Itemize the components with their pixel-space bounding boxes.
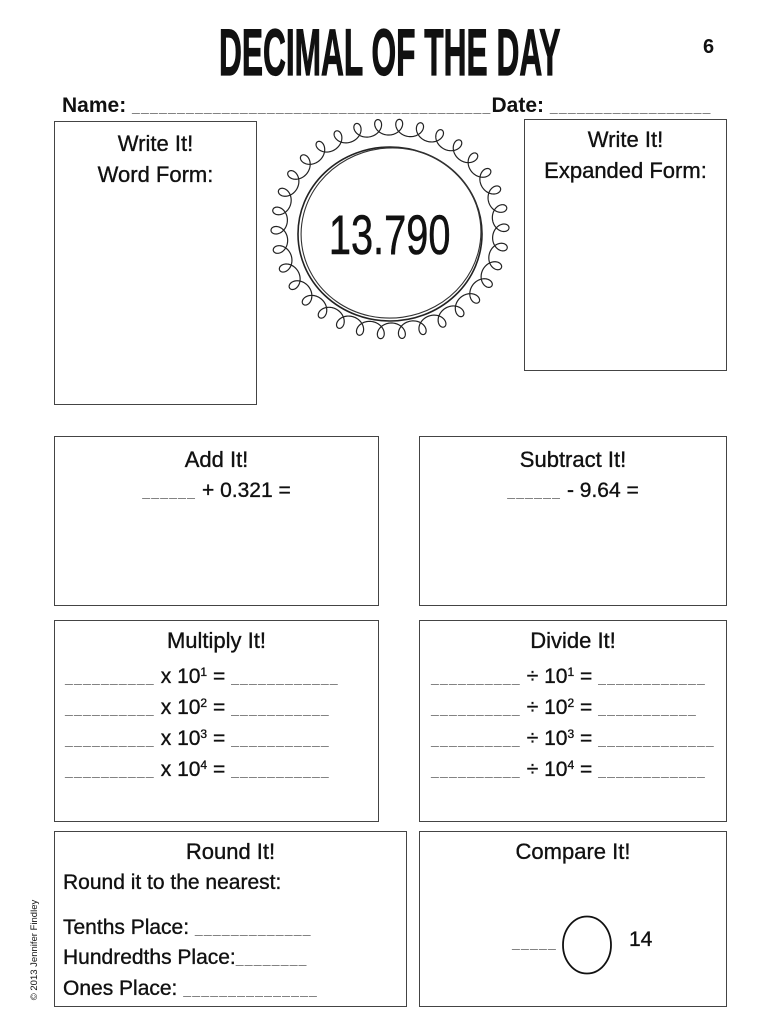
add-heading: Add It! (184, 447, 249, 472)
divide-line-3 (431, 728, 715, 751)
place-blank: _____________ (194, 921, 312, 937)
power-base: 10 (544, 727, 568, 750)
multiply-blank-right: ___________ (231, 763, 330, 779)
equals-sign: = (579, 758, 593, 781)
multiply-blank-right: ___________ (231, 701, 330, 717)
power-of-ten (544, 758, 574, 781)
power-of-ten (544, 696, 574, 719)
power-of-ten (177, 665, 207, 688)
equals-sign: = (212, 727, 226, 750)
date-blank: __________________ (549, 99, 712, 115)
round-box (54, 831, 407, 1007)
comparison-circle (561, 915, 613, 975)
page-number: 6 (703, 36, 715, 58)
divide-blank-left: __________ (431, 763, 521, 779)
subtract-heading: Subtract It! (519, 447, 627, 472)
power-of-ten (177, 758, 207, 781)
subtract-problem (420, 480, 726, 503)
power-of-ten (177, 696, 207, 719)
place-label: Ones Place: (63, 977, 178, 1000)
place-blank: _______________ (183, 982, 319, 998)
round-heading: Round It! (185, 839, 276, 864)
multiply-operator: x (160, 696, 172, 719)
round-tenths-line (63, 917, 312, 940)
power-base: 10 (177, 665, 201, 688)
power-exponent: 4 (200, 758, 208, 772)
power-exponent: 3 (567, 727, 575, 741)
equals-sign: = (212, 758, 226, 781)
multiply-blank-left: __________ (65, 732, 155, 748)
multiply-blank-left: __________ (65, 763, 155, 779)
round-ones-line (63, 978, 318, 1001)
power-exponent: 1 (200, 665, 208, 679)
divide-operator: ÷ (526, 665, 539, 688)
divide-operator: ÷ (526, 727, 539, 750)
equals-sign: = (579, 727, 593, 750)
divide-operator: ÷ (526, 696, 539, 719)
copyright-notice: © 2013 Jennifer Findley (29, 899, 40, 1001)
power-base: 10 (177, 727, 201, 750)
add-box (54, 436, 379, 606)
divide-blank-left: __________ (431, 670, 521, 686)
round-instruction: Round it to the nearest: (63, 871, 282, 894)
expanded-form-label: Expanded Form: (544, 158, 707, 183)
divide-box (419, 620, 727, 822)
compare-blank-text: _____ (512, 935, 557, 951)
multiply-line-4 (65, 759, 330, 782)
multiply-blank-left: __________ (65, 670, 155, 686)
power-exponent: 2 (200, 696, 208, 710)
divide-blank-left: __________ (431, 732, 521, 748)
power-exponent: 3 (200, 727, 208, 741)
worksheet-title (10, 15, 770, 89)
compare-value: 14 (629, 928, 653, 951)
multiply-blank-right: ___________ (231, 732, 330, 748)
divide-line-2 (431, 697, 697, 720)
divide-blank-left: __________ (431, 701, 521, 717)
subtract-expression: - 9.64 = (566, 479, 639, 502)
divide-line-1 (431, 666, 706, 689)
equals-sign: = (579, 696, 593, 719)
compare-heading: Compare It! (515, 839, 631, 864)
multiply-operator: x (160, 665, 172, 688)
comparison-circle-shape (563, 917, 611, 974)
equals-sign: = (579, 665, 593, 688)
round-hundredths-line (63, 947, 308, 970)
expanded-form-heading: Write It! (587, 127, 664, 152)
divide-line-4 (431, 759, 706, 782)
multiply-blank-right: ____________ (231, 670, 339, 686)
multiply-operator: x (160, 727, 172, 750)
power-exponent: 1 (567, 665, 575, 679)
multiply-line-2 (65, 697, 330, 720)
equals-sign: = (212, 696, 226, 719)
title-text: DECIMAL OF THE DAY (219, 15, 561, 89)
power-exponent: 4 (567, 758, 575, 772)
divide-blank-right: _____________ (598, 732, 715, 748)
power-of-ten (544, 727, 574, 750)
featured-number-text: 13.790 (329, 203, 451, 266)
name-blank: ________________________________________ (132, 99, 492, 115)
power-of-ten (177, 727, 207, 750)
name-label: Name: (62, 94, 127, 117)
word-form-label: Word Form: (97, 162, 214, 187)
subtract-box (419, 436, 727, 606)
multiply-line-3 (65, 728, 330, 751)
add-blank: ______ (142, 484, 197, 500)
date-label: Date: (491, 94, 545, 117)
power-base: 10 (544, 758, 568, 781)
power-base: 10 (177, 696, 201, 719)
add-expression: + 0.321 = (202, 479, 291, 502)
divide-blank-right: ____________ (598, 670, 706, 686)
multiply-operator: x (160, 758, 172, 781)
equals-sign: = (212, 665, 226, 688)
place-label: Hundredths Place: (63, 946, 236, 969)
word-form-box (54, 121, 257, 405)
expanded-form-box (524, 119, 727, 371)
power-of-ten (544, 665, 574, 688)
divide-blank-right: ____________ (598, 763, 706, 779)
power-exponent: 2 (567, 696, 575, 710)
decimal-of-the-day (290, 203, 490, 266)
multiply-heading: Multiply It! (166, 628, 267, 653)
subtract-blank: ______ (507, 484, 562, 500)
place-label: Tenths Place: (63, 916, 190, 939)
compare-box (419, 831, 727, 1007)
power-base: 10 (544, 696, 568, 719)
place-blank: ________ (235, 951, 308, 967)
power-base: 10 (177, 758, 201, 781)
divide-blank-right: ___________ (598, 701, 697, 717)
compare-blank (512, 931, 557, 954)
power-base: 10 (544, 665, 568, 688)
divide-heading: Divide It! (530, 628, 616, 653)
word-form-heading: Write It! (117, 131, 194, 156)
multiply-box (54, 620, 379, 822)
add-problem (55, 480, 378, 503)
divide-operator: ÷ (526, 758, 539, 781)
multiply-line-1 (65, 666, 339, 689)
multiply-blank-left: __________ (65, 701, 155, 717)
